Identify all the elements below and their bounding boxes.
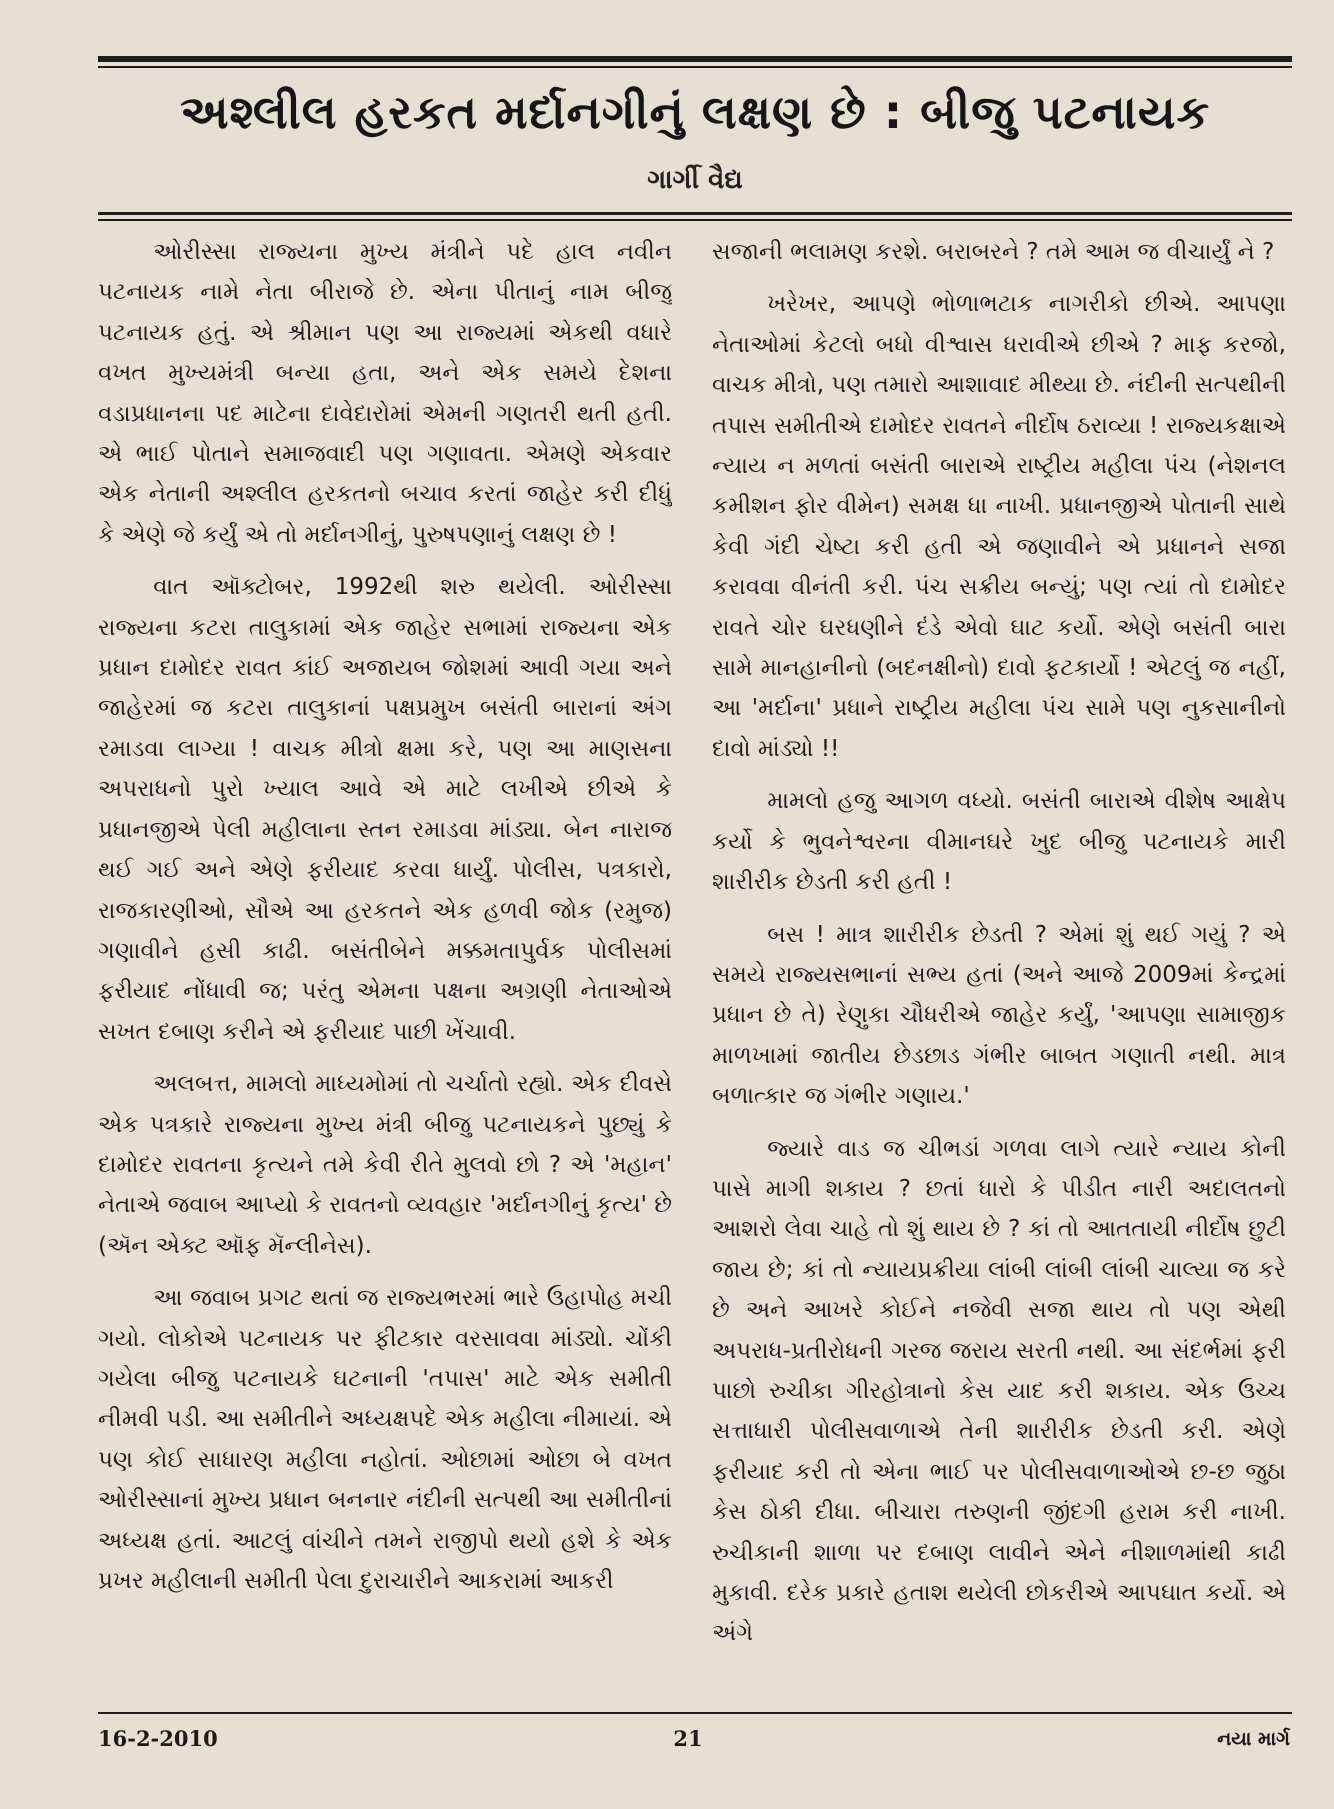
left-column bbox=[98, 232, 672, 1692]
top-rule-thick bbox=[98, 56, 1292, 62]
right-column bbox=[712, 232, 1286, 1692]
footer-rule bbox=[98, 1712, 1292, 1714]
top-rule-thin bbox=[98, 66, 1292, 68]
right-paragraph-1: સજાની ભલામણ કરશે. બરાબરને ? તમે આમ જ વીચાર્યું ને ? bbox=[712, 239, 1275, 265]
right-paragraph-2: ખરેખર, આપણે ભોળાભટાક નાગરીકો છીએ. આપણા નેતાઓમાં કેટલો બધો વીશ્વાસ ધરાવીએ છીએ ? માફ કરજો, વાચક મીત્રો, પણ તમારો આશાવાદ મીથ્યા છે. નંદીની સત્પથીની તપાસ સમીતીએ દામોદર રાવતને નીર્દોષ ઠરાવ્યા ! રાજ્યકક્ષાએ ન્યાય ન મળતાં બસંતી બારાએ રાષ્ટ્રીય મહીલા પંચ (નેશનલ કમીશન ફોર વીમેન) સમક્ષ ધા નાખી. પ્રધાનજીએ પોતાની સાથે કેવી ગંદી ચેષ્ટા કરી હતી એ જણાવીને એ પ્રધાનને સજા કરાવવા વીનંતી કરી. પંચ સક્રીય બન્યું; પણ ત્યાં તો દામોદર રાવતે ચોર ઘરધણીને દંડે એવો ઘાટ કર્યો. એણે બસંતી બારા સામે માનહાનીનો (બદનક્ષીનો) દાવો ફટકાર્યો ! એટલું જ નહીં, આ 'મર્દાના' પ્રધાને રાષ્ટ્રીય મહીલા પંચ સામે પણ નુકસાનીનો દાવો માંડ્યો !! bbox=[712, 291, 1286, 762]
right-paragraph-3: મામલો હજુ આગળ વધ્યો. બસંતી બારાએ વીશેષ આક્ષેપ કર્યો કે ભુવનેશ્વરના વીમાનઘરે ખુદ બીજુ પટનાયકે મારી શારીરીક છેડતી કરી હતી ! bbox=[712, 788, 1286, 896]
article-byline: ગાર્ગી વૈદ્ય bbox=[647, 165, 743, 195]
left-paragraph-3: અલબત્ત, મામલો માધ્યમોમાં તો ચર્ચાતો રહ્યો. એક દીવસે એક પત્રકારે રાજ્યના મુખ્ય મંત્રી બીજુ પટનાયકને પુછ્યું કે દામોદર રાવતના કૃત્યને તમે કેવી રીતે મુલવો છો ? એ 'મહાન' નેતાએ જવાબ આપ્યો કે રાવતનો વ્યવહાર 'મર્દાનગીનું કૃત્ય' છે (ઍન એક્ટ ઑફ મૅન્લીનેસ). bbox=[98, 1071, 672, 1259]
article-headline: અશ્લીલ હરકત મર્દાનગીનું લક્ષણ છે : બીજુ પટનાયક bbox=[179, 85, 1211, 139]
left-paragraph-4: આ જવાબ પ્રગટ થતાં જ રાજ્યભરમાં ભારે ઉહાપોહ મચી ગયો. લોકોએ પટનાયક પર ફીટકાર વરસાવવા માંડ્યો. ચોંકી ગયેલા બીજુ પટનાયકે ઘટનાની 'તપાસ' માટે એક સમીતી નીમવી પડી. આ સમીતીને અધ્યક્ષપદે એક મહીલા નીમાયાં. એ પણ કોઈ સાધારણ મહીલા નહોતાં. ઓછામાં ઓછા બે વખત ઓરીસ્સાનાં મુખ્ય પ્રધાન બનનાર નંદીની સત્પથી આ સમીતીનાં અધ્યક્ષ હતાં. આટલું વાંચીને તમને રાજીપો થયો હશે કે એક પ્રખર મહીલાની સમીતી પેલા દુરાચારીને આકરામાં આકરી bbox=[98, 1285, 672, 1594]
header-rule-thick bbox=[98, 212, 1292, 215]
page-number: 21 bbox=[673, 1726, 703, 1751]
magazine-name: નયા માર્ગ bbox=[1217, 1728, 1290, 1750]
left-paragraph-2: વાત ઑક્ટોબર, 1992થી શરુ થયેલી. ઓરીસ્સા રાજ્યના કટરા તાલુકામાં એક જાહેર સભામાં રાજ્યના એક પ્રધાન દામોદર રાવત કાંઈ અજાયબ જોશમાં આવી ગયા અને જાહેરમાં જ કટરા તાલુકાનાં પક્ષપ્રમુખ બસંતી બારાનાં અંગ રમાડવા લાગ્યા ! વાચક મીત્રો ક્ષમા કરે, પણ આ માણસના અપરાધનો પુરો ખ્યાલ આવે એ માટે લખીએ છીએ કે પ્રધાનજીએ પેલી મહીલાના સ્તન રમાડવા માંડ્યા. બેન નારાજ થઈ ગઈ અને એણે ફરીયાદ કરવા ધાર્યું. પોલીસ, પત્રકારો, રાજકારણીઓ, સૌએ આ હરકતને એક હળવી જોક (રમુજ) ગણાવીને હસી કાઢી. બસંતીબેને મક્કમતાપુર્વક પોલીસમાં ફરીયાદ નોંધાવી જ; પરંતુ એમના પક્ષના અગ્રણી નેતાઓએ સખત દબાણ કરીને એ ફરીયાદ પાછી ખેંચાવી. bbox=[98, 574, 672, 1045]
right-paragraph-4: બસ ! માત્ર શારીરીક છેડતી ? એમાં શું થઈ ગયું ? એ સમયે રાજ્યસભાનાં સભ્ય હતાં (અને આજે 2009માં કેન્દ્રમાં પ્રધાન છે તે) રેણુકા ચૌધરીએ જાહેર કર્યું, 'આપણા સામાજીક માળખામાં જાતીય છેડછાડ ગંભીર બાબત ગણાતી નથી. માત્ર બળાત્કાર જ ગંભીર ગણાય.' bbox=[712, 921, 1286, 1110]
right-paragraph-5: જ્યારે વાડ જ ચીભડાં ગળવા લાગે ત્યારે ન્યાય કોની પાસે માગી શકાય ? છતાં ધારો કે પીડીત નારી અદાલતનો આશરો લેવા ચાહે તો શું થાય છે ? કાં તો આતતાયી નીર્દોષ છુટી જાય છે; કાં તો ન્યાયપ્રક્રીયા લાંબી લાંબી લાંબી ચાલ્યા જ કરે છે અને આખરે કોઈને નજેવી સજા થાય તો પણ એથી અપરાધ-પ્રતીરોધની ગરજ જરાય સરતી નથી. આ સંદર્ભમાં ફરી પાછો રુચીકા ગીરહોત્રાનો કેસ યાદ કરી શકાય. એક ઉચ્ચ સત્તાધારી પોલીસવાળાએ તેની શારીરીક છેડતી કરી. એણે ફરીયાદ કરી તો એના ભાઈ પર પોલીસવાળાઓએ છ-છ જુઠા કેસ ઠોકી દીધા. બીચારા તરુણની જીંદગી હરામ કરી નાખી. રુચીકાની શાળા પર દબાણ લાવીને એને નીશાળમાંથી કાઢી મુકાવી. દરેક પ્રકારે હતાશ થયેલી છોકરીએ આપઘાત કર્યો. એ અંગે bbox=[712, 1135, 1286, 1647]
header-rule-thin bbox=[98, 219, 1292, 221]
left-paragraph-1: ઓરીસ્સા રાજ્યના મુખ્ય મંત્રીને પદે હાલ નવીન પટનાયક નામે નેતા બીરાજે છે. એના પીતાનું નામ બીજુ પટનાયક હતું. એ શ્રીમાન પણ આ રાજ્યમાં એકથી વધારે વખત મુખ્યમંત્રી બન્યા હતા, અને એક સમયે દેશના વડાપ્રધાનના પદ માટેના દાવેદારોમાં એમની ગણતરી થતી હતી. એ ભાઈ પોતાને સમાજવાદી પણ ગણાવતા. એમણે એકવાર એક નેતાની અશ્લીલ હરકતનો બચાવ કરતાં જાહેર કરી દીધું કે એણે જે કર્યું એ તો મર્દાનગીનું, પુરુષપણાનું લક્ષણ છે ! bbox=[98, 239, 672, 548]
issue-date: 16-2-2010 bbox=[98, 1726, 218, 1751]
